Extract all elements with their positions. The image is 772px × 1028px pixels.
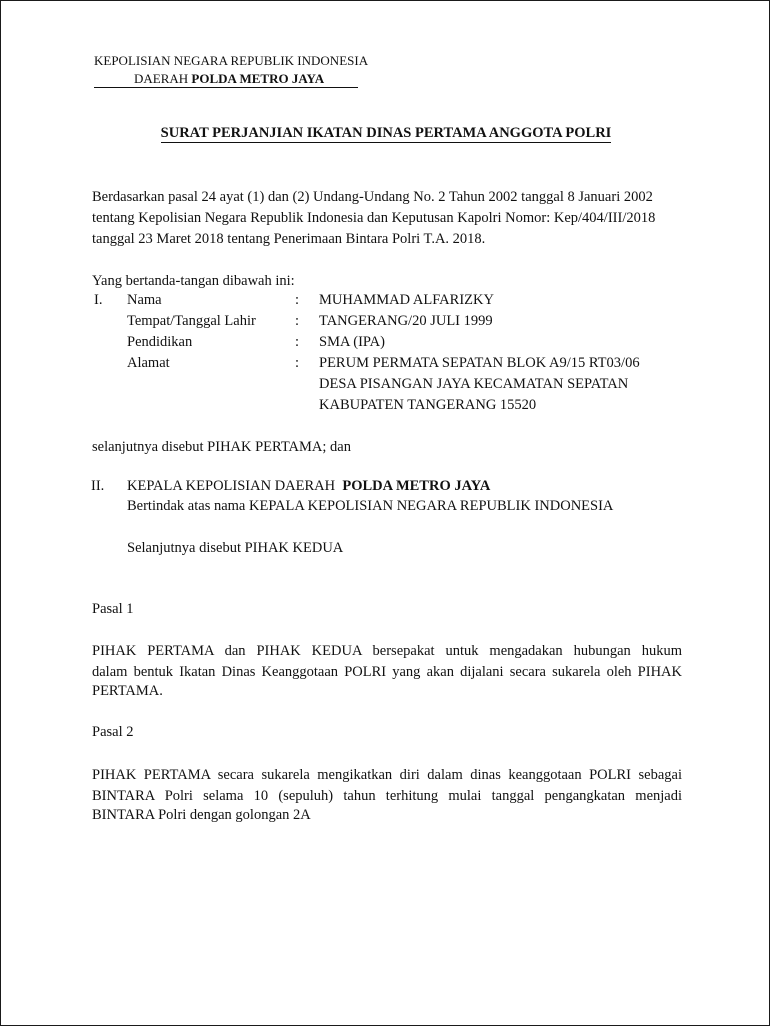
pasal2-heading: Pasal 2 bbox=[92, 724, 134, 740]
pasal2-line-3: BINTARA Polri dengan golongan 2A bbox=[92, 807, 311, 823]
party1-value-address: PERUM PERMATA SEPATAN BLOK A9/15 RT03/06 bbox=[319, 355, 640, 371]
header-region-prefix: DAERAH bbox=[134, 71, 192, 86]
intro-line-3: tanggal 23 Maret 2018 tentang Penerimaan Bintara Polri T.A. 2018. bbox=[92, 231, 486, 247]
party1-label-birth: Tempat/Tanggal Lahir bbox=[127, 313, 256, 329]
header-region bbox=[94, 71, 358, 88]
party1-numeral: I. bbox=[94, 292, 103, 308]
party1-value-education: SMA (IPA) bbox=[319, 334, 385, 350]
party1-sep-name: : bbox=[295, 292, 300, 308]
signatory-intro: Yang bertanda-tangan dibawah ini: bbox=[92, 273, 295, 289]
pasal2-line-1: PIHAK PERTAMA secara sukarela mengikatkan diri dalam dinas keanggotaan POLRI sebagai bbox=[92, 767, 682, 783]
party2-numeral: II. bbox=[91, 478, 105, 494]
document-title-text: SURAT PERJANJIAN IKATAN DINAS PERTAMA ANGGOTA POLRI bbox=[160, 125, 612, 141]
party2-title bbox=[127, 478, 490, 495]
pasal1-heading: Pasal 1 bbox=[92, 601, 134, 617]
party1-label-name: Nama bbox=[127, 292, 162, 308]
pasal1-line-2: dalam bentuk Ikatan Dinas Keanggotaan POLRI yang akan dijalani secara sukarela oleh PIHAK bbox=[92, 664, 682, 680]
party2-acting: Bertindak atas nama KEPALA KEPOLISIAN NEGARA REPUBLIK INDONESIA bbox=[127, 498, 614, 514]
intro-line-2: tentang Kepolisian Negara Republik Indonesia dan Keputusan Kapolri Nomor: Kep/404/III/2018 bbox=[92, 210, 656, 226]
party2-closing: Selanjutnya disebut PIHAK KEDUA bbox=[127, 540, 344, 556]
party2-title-prefix: KEPALA KEPOLISIAN DAERAH bbox=[127, 478, 336, 494]
pasal1-line-3: PERTAMA. bbox=[92, 683, 163, 699]
intro-line-1: Berdasarkan pasal 24 ayat (1) dan (2) Undang-Undang No. 2 Tahun 2002 tanggal 8 Januari 2002 bbox=[92, 189, 653, 205]
party1-sep-education: : bbox=[295, 334, 300, 350]
header-institution: KEPOLISIAN NEGARA REPUBLIK INDONESIA bbox=[94, 53, 369, 68]
party1-address-line-3: KABUPATEN TANGERANG 15520 bbox=[319, 397, 537, 413]
document-title bbox=[1, 125, 771, 142]
party1-sep-birth: : bbox=[295, 313, 300, 329]
party1-closing: selanjutnya disebut PIHAK PERTAMA; dan bbox=[92, 439, 351, 455]
party2-title-name: POLDA METRO JAYA bbox=[342, 478, 491, 494]
party1-label-education: Pendidikan bbox=[127, 334, 193, 350]
party1-sep-address: : bbox=[295, 355, 300, 371]
header-region-name: POLDA METRO JAYA bbox=[191, 71, 325, 86]
party1-value-name: MUHAMMAD ALFARIZKY bbox=[319, 292, 494, 308]
party1-label-address: Alamat bbox=[127, 355, 170, 371]
party1-address-line-2: DESA PISANGAN JAYA KECAMATAN SEPATAN bbox=[319, 376, 629, 392]
pasal1-line-1: PIHAK PERTAMA dan PIHAK KEDUA bersepakat untuk mengadakan hubungan hukum bbox=[92, 643, 682, 659]
pasal2-line-2: BINTARA Polri selama 10 (sepuluh) tahun terhitung mulai tanggal pengangkatan menjadi bbox=[92, 788, 682, 804]
party1-value-birth: TANGERANG/20 JULI 1999 bbox=[319, 313, 493, 329]
